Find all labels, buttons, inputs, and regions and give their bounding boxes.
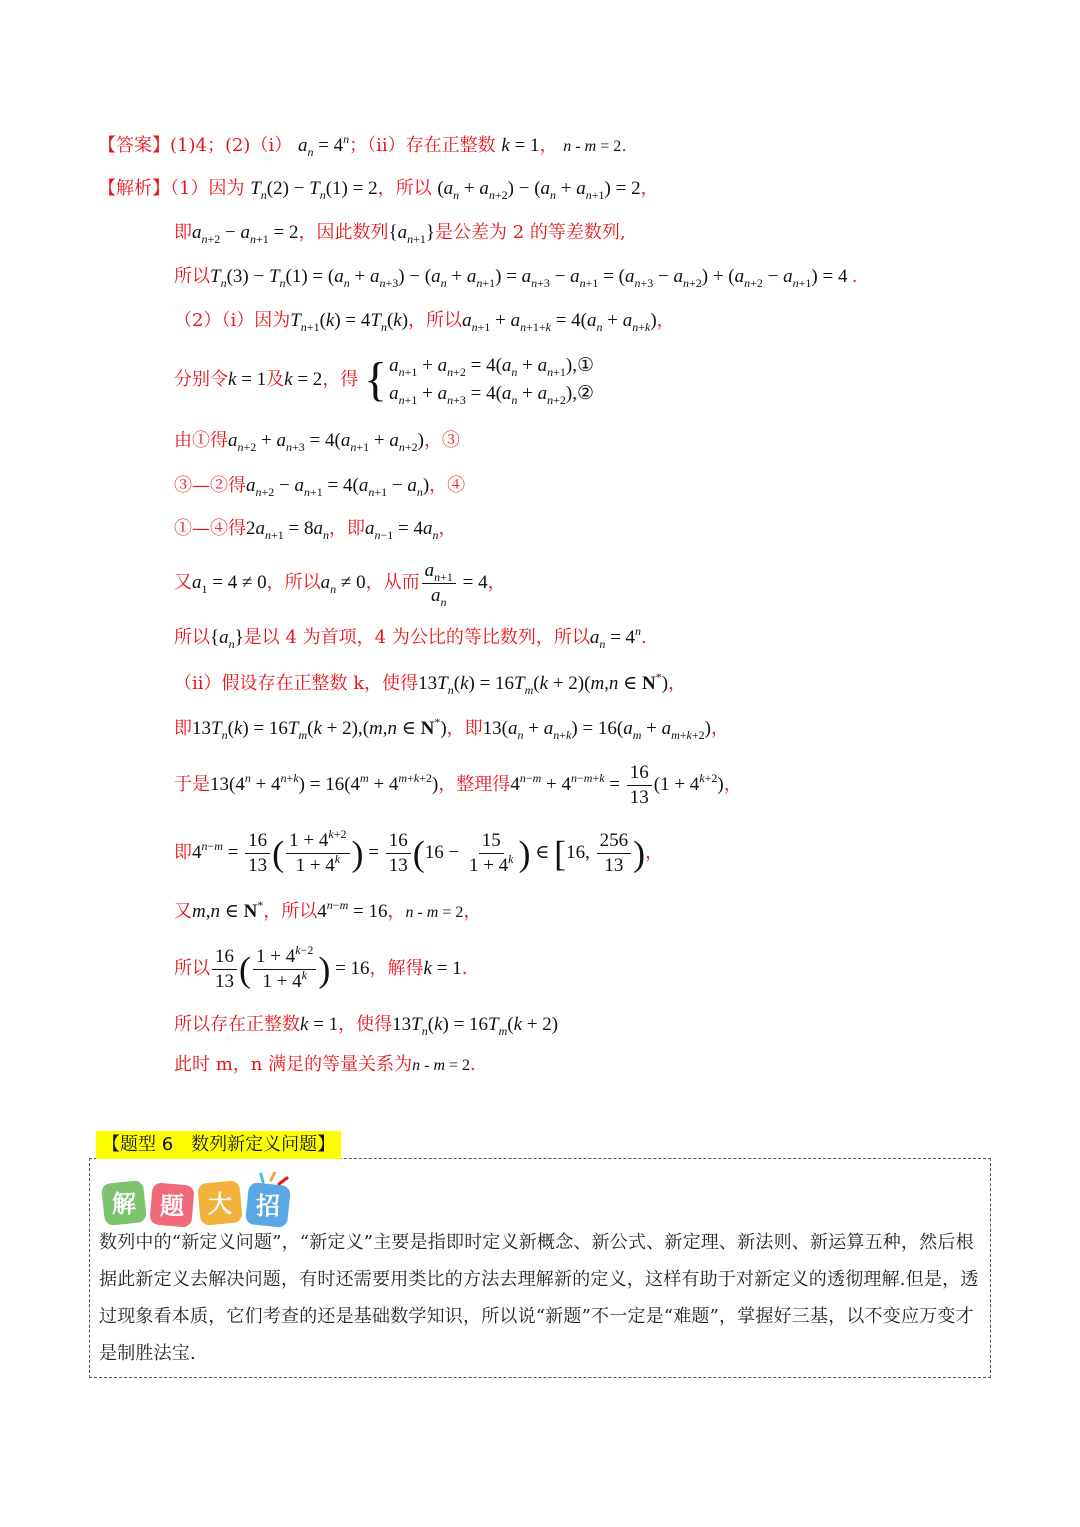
analysis-text: ，所以 xyxy=(377,178,432,199)
formula: $T_{n+1}(k) = 4T_n(k)$ xyxy=(290,310,409,334)
analysis-line-2 xyxy=(174,221,626,245)
formula: $a_n = 4^n$ xyxy=(297,132,350,159)
formula: m,n ∈ N* xyxy=(192,898,264,922)
analysis-text: . xyxy=(470,1054,476,1075)
formula: $\frac{16}{13}$ ( $\frac{1 + 4^{k-2}}{1 + 4^k}$ ) = 16 xyxy=(210,958,370,979)
analysis-text: 及 xyxy=(266,369,285,390)
formula: k = 1 xyxy=(423,958,462,979)
analysis-text: ，因此数列 xyxy=(298,222,389,243)
formula: $13(4^n + 4^{n+k}) = 16(4^m + 4^{m+k+2})$ xyxy=(210,771,439,795)
analysis-text: 是公差为 2 的等差数列, xyxy=(435,222,626,243)
formula: n - m = 2 xyxy=(563,138,622,155)
formula: $a_{n-1} = 4a_n$ xyxy=(365,518,439,542)
analysis-text: 即 xyxy=(174,222,192,243)
analysis-text: 所以 xyxy=(174,627,210,648)
analysis-text: ，④ xyxy=(429,475,466,496)
analysis-line-16 xyxy=(174,942,467,996)
formula: $(a_n + a_{n+2}) - (a_n + a_{n+1}) = 2$ xyxy=(437,178,641,202)
analysis-text: 是以 4 为首项，4 为公比的等比数列，所以 xyxy=(243,627,590,648)
formula: $a_1 = 4 \ne 0$ xyxy=(192,572,267,596)
formula: n - m = 2 xyxy=(412,1057,471,1074)
badge-char-1: 解 xyxy=(112,1190,136,1218)
formula: k = 1 xyxy=(501,135,540,156)
analysis-text: ，解得 xyxy=(369,958,424,979)
equation-system: { $a_{n+1} + a_{n+2} = 4(a_n$ + $a_{n+1}),①$ $a_{n+1} + a_{n+3} = 4(a_n$ + $a_{n+2}),②$ xyxy=(364,353,595,407)
analysis-line-3 xyxy=(174,265,857,289)
formula: $13T_n(k) = 16T_m(k + 2),(m,n$ ∈ N*) xyxy=(192,715,447,742)
analysis-line-17 xyxy=(174,1013,558,1037)
analysis-text: 由①得 xyxy=(174,430,228,451)
analysis-text: ，整理得 xyxy=(438,774,511,795)
analysis-line-12 xyxy=(174,717,729,741)
formula: $\{a_{n+1}\}$ xyxy=(388,222,436,246)
answer-part1: (1)4；(2)（i） xyxy=(170,135,293,156)
analysis-line-14 xyxy=(174,826,663,880)
analysis-text: ，从而 xyxy=(365,572,420,593)
analysis-text: ， xyxy=(723,774,742,795)
analysis-text: 于是 xyxy=(174,774,210,795)
formula: k = 2 xyxy=(284,369,323,390)
badge-char-3: 大 xyxy=(208,1190,232,1218)
analysis-line-6 xyxy=(174,429,460,453)
answer-end: . xyxy=(621,135,627,156)
analysis-line-18 xyxy=(174,1053,476,1078)
analysis-line-7 xyxy=(174,474,465,498)
badge-char-2: 题 xyxy=(160,1192,184,1220)
section-heading: 【题型 6 数列新定义问题】 xyxy=(96,1131,341,1159)
analysis-text: （1）因为 xyxy=(170,178,245,199)
analysis-text: ，使得 xyxy=(338,1014,393,1035)
analysis-text: ，所以 xyxy=(266,572,321,593)
formula: $\frac{a_{n+1}}{a_n}$ = 4 xyxy=(420,572,488,593)
formula: $a_n = 4^n$ xyxy=(589,624,642,651)
answer-label: 【答案】 xyxy=(98,135,170,156)
formula: $13T_n(k) = 16T_m(k + 2)$ xyxy=(392,1014,559,1038)
formula: $4^{n-m} = 16$ xyxy=(317,898,388,922)
formula: $a_{n+2} + a_{n+3} = 4(a_{n+1} + a_{n+2})$ xyxy=(228,430,424,454)
analysis-text: ， xyxy=(463,901,482,922)
analysis-text: ， xyxy=(668,673,687,694)
analysis-text: 所以 xyxy=(174,958,210,979)
analysis-text: 又 xyxy=(174,901,192,922)
analysis-label: 【解析】 xyxy=(98,178,170,199)
analysis-text: . xyxy=(461,958,468,979)
analysis-text: . xyxy=(641,627,647,648)
analysis-text: 此时 m，n 满足的等量关系为 xyxy=(174,1054,413,1075)
analysis-text: ，所以 xyxy=(408,310,463,331)
answer-line xyxy=(98,134,627,159)
analysis-line-9 xyxy=(174,558,506,608)
analysis-text: ，即 xyxy=(446,718,483,739)
sparkle-icon xyxy=(261,1172,287,1184)
analysis-line-8 xyxy=(174,517,457,541)
formula: $T_n(2) - T_n(1) = 2$ xyxy=(250,178,378,202)
formula: $a_{n+1} + a_{n+1+k} = 4(a_n + a_{n+k})$ xyxy=(462,310,657,334)
analysis-text: ， xyxy=(438,518,457,539)
formula: $a_n \ne 0$ xyxy=(320,572,366,596)
formula: $2a_{n+1} = 8a_n$ xyxy=(246,518,329,542)
answer-part3: ， xyxy=(539,135,558,156)
analysis-text: ，③ xyxy=(423,430,460,451)
analysis-text: ，所以 xyxy=(263,901,318,922)
analysis-text: ， xyxy=(640,178,659,199)
formula: $4^{n-m} + 4^{n-m+k}$ = $\frac{16}{13}$ $(1 + 4^{k+2})$ xyxy=(510,762,724,809)
tips-badge-logo xyxy=(101,1172,301,1232)
answer-part2: ；（ii）存在正整数 xyxy=(349,135,496,156)
analysis-text: 又 xyxy=(174,572,192,593)
formula: $4^{n-m}$ = $\frac{16}{13}$ ( $\frac{1 + 4^{k+2}}{1 + 4^k}$ ) = $\frac{16}{13}$ (16 − $\frac{15}{1 + 4^k}$ ) ∈ [16, $\frac{256}{13}$ ) xyxy=(192,827,646,877)
tips-paragraph: 数列中的“新定义问题”，“新定义”主要是指即时定义新概念、新公式、新定理、新法则、新运算五种，然后根据此新定义去解决问题，有时还需要用类比的方法去理解新的定义，这样有助于对新定义的透彻理解.但是，透过现象看本质，它们考查的还是基础数学知识，所以说“新题”不一定是“难题”，掌握好三基，以不变应万变才是制胜法宝. xyxy=(99,1232,979,1364)
analysis-text: ，即 xyxy=(329,518,365,539)
analysis-text: ①—④得 xyxy=(174,518,246,539)
analysis-line-10 xyxy=(174,626,647,650)
formula: $\{a_n\}$ xyxy=(210,627,244,651)
analysis-text: ， xyxy=(487,572,506,593)
analysis-line-13 xyxy=(174,760,742,810)
formula: $T_n(3) - T_n(1) = (a_n + a_{n+3}) - (a_n + a_{n+1}) = a_{n+3} - a_{n+1} = (a_{n+3} - a_{n+2}) + (a_{n+2} - a_{n+1}) = 4$ . xyxy=(210,266,857,290)
formula: $13T_n(k) = 16T_m(k + 2)(m,n$ ∈ N*) xyxy=(418,670,669,697)
analysis-text: （2）（i）因为 xyxy=(174,310,291,331)
analysis-line-15 xyxy=(174,900,481,925)
badge-char-4: 招 xyxy=(256,1192,280,1220)
analysis-line-4 xyxy=(174,309,675,333)
analysis-text: ， xyxy=(710,718,729,739)
analysis-text: ， xyxy=(387,901,406,922)
analysis-text: （ii）假设存在正整数 k，使得 xyxy=(174,673,419,694)
analysis-line-11 xyxy=(174,672,686,696)
analysis-line-5 xyxy=(174,350,594,410)
formula: n - m = 2 xyxy=(405,904,464,921)
analysis-text: ③—②得 xyxy=(174,475,246,496)
analysis-text: 所以存在正整数 xyxy=(174,1014,300,1035)
formula: k = 1 xyxy=(300,1014,339,1035)
formula: $a_{n+2} - a_{n+1} = 2$ xyxy=(192,222,299,246)
analysis-text: ， xyxy=(656,310,675,331)
analysis-line-1 xyxy=(98,177,659,201)
formula: k = 1 xyxy=(228,369,267,390)
analysis-text: ，得 xyxy=(322,369,359,390)
formula: $13(a_n + a_{n+k}) = 16(a_m + a_{m+k+2})$ xyxy=(482,718,711,742)
analysis-text: 分别令 xyxy=(174,369,228,390)
analysis-text: ， xyxy=(645,842,664,863)
formula: $a_{n+2} - a_{n+1} = 4(a_{n+1} - a_n)$ xyxy=(246,475,430,499)
analysis-text: 所以 xyxy=(174,266,210,287)
analysis-text: 即 xyxy=(174,718,192,739)
analysis-text: 即 xyxy=(174,842,192,863)
